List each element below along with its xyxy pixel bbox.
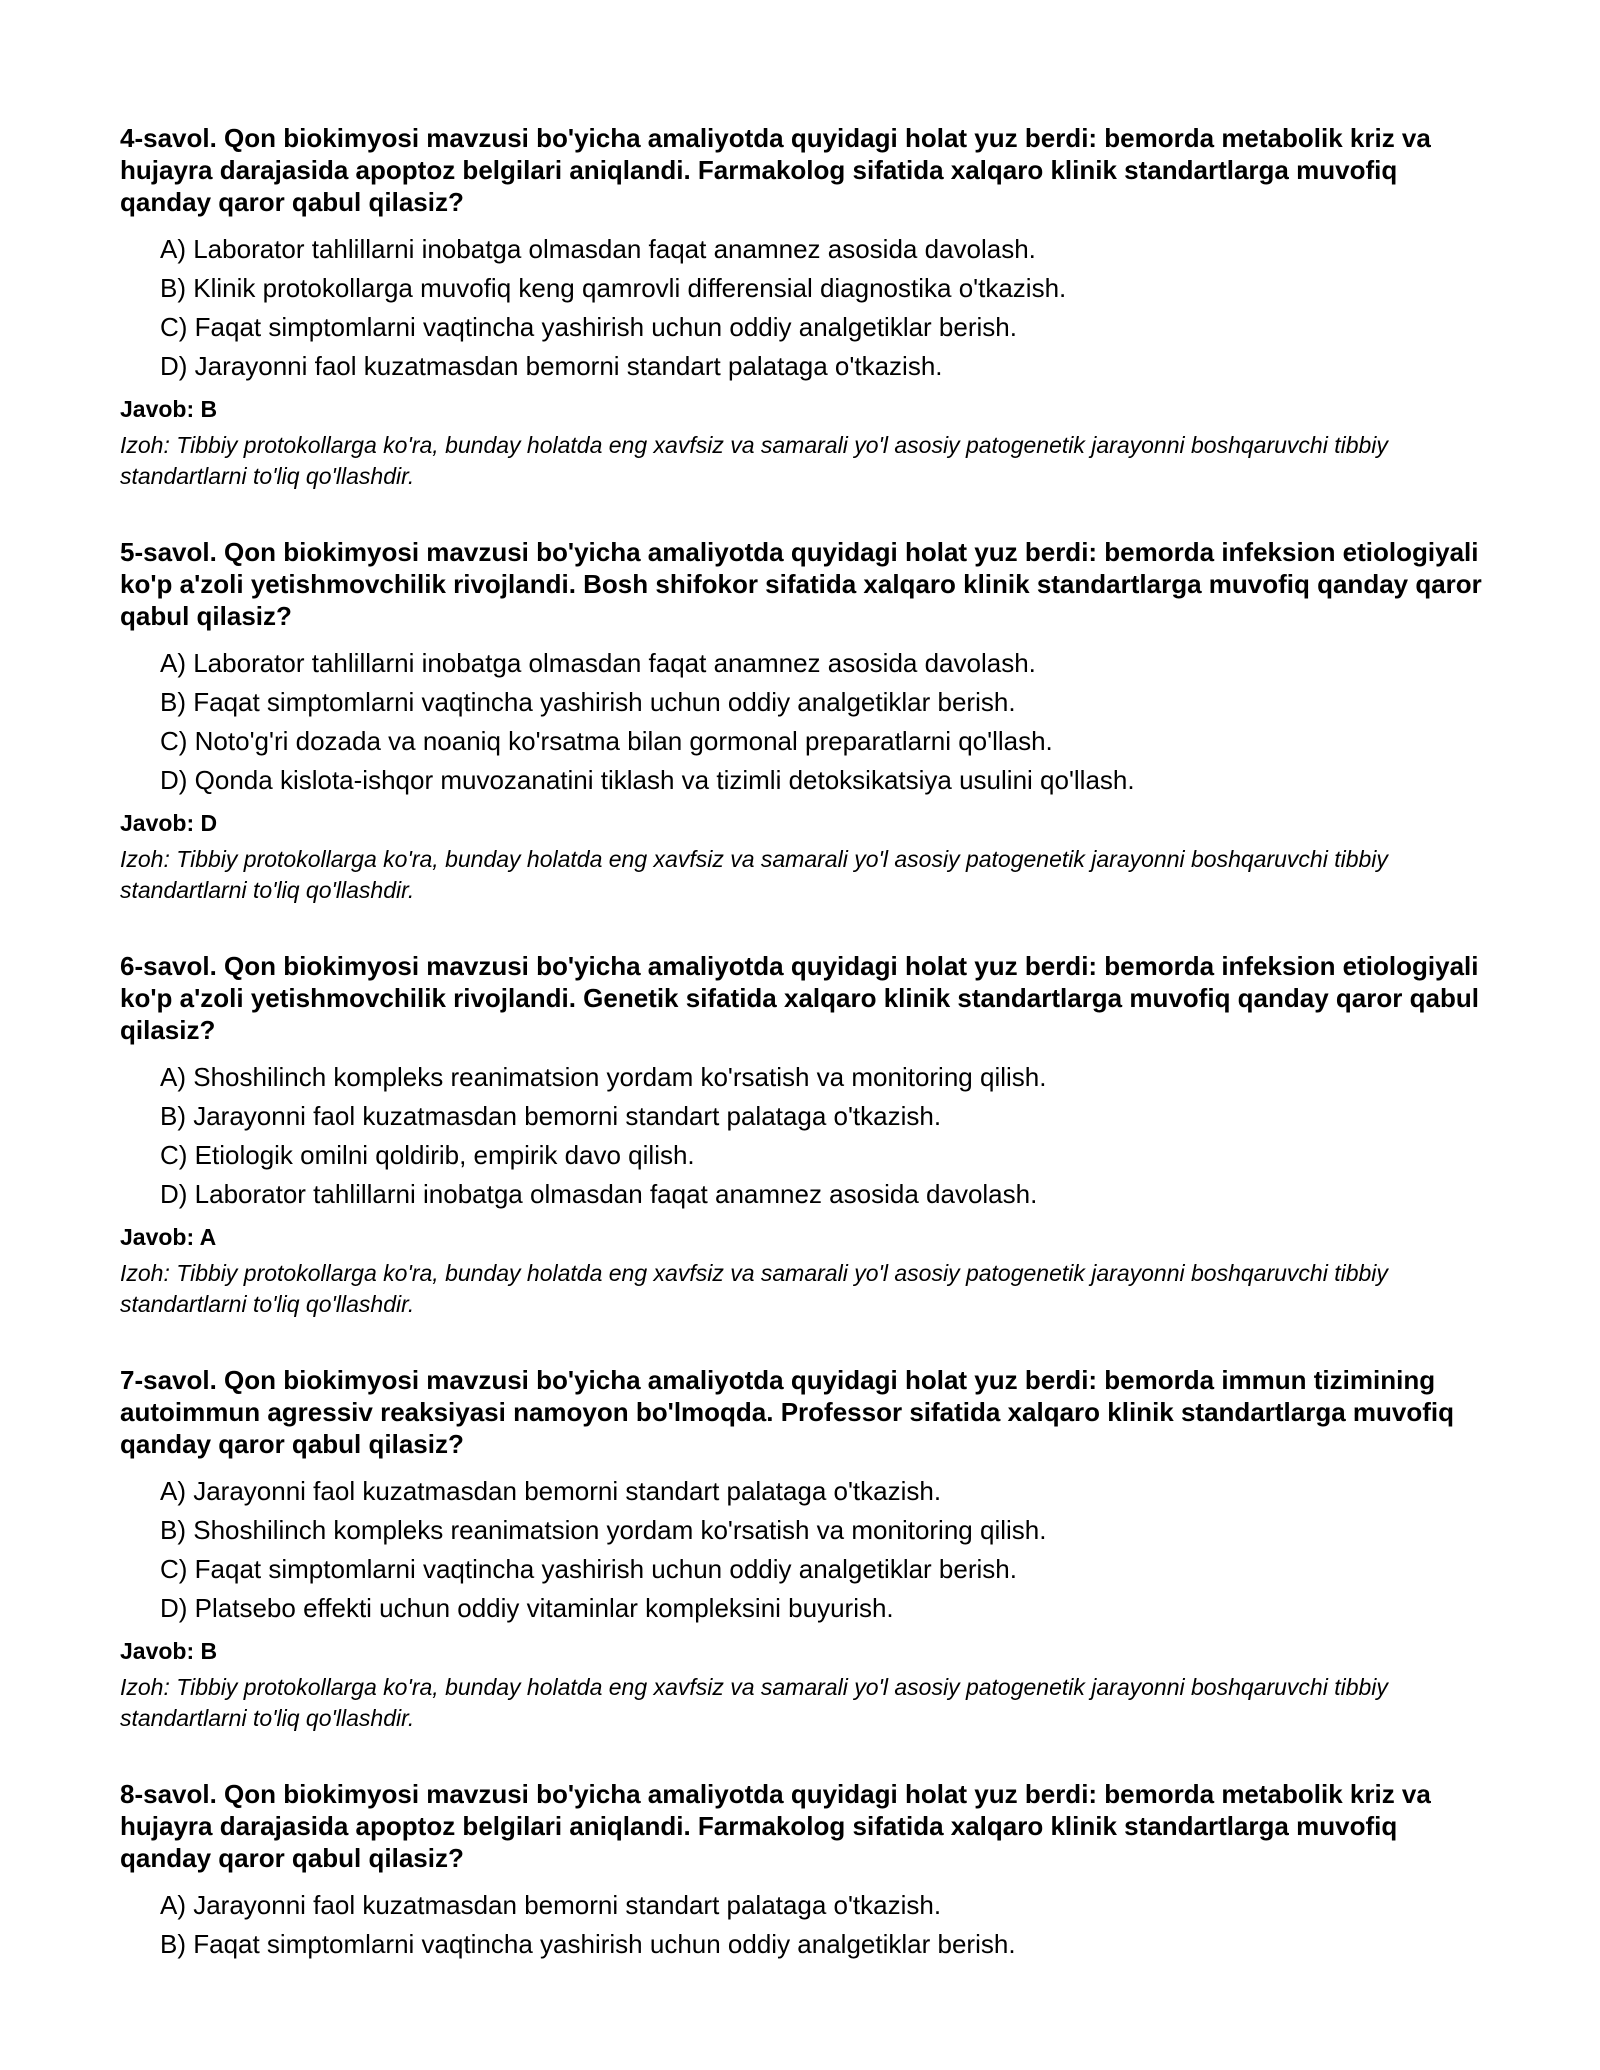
option-a: A) Shoshilinch kompleks reanimatsion yordam ko'rsatish va monitoring qilish. — [160, 1062, 1047, 1092]
question-block-5 — [120, 536, 1490, 906]
option-b: B) Klinik protokollarga muvofiq keng qamrovli differensial diagnostika o'tkazish. — [160, 273, 1067, 303]
option-a: A) Jarayonni faol kuzatmasdan bemorni standart palataga o'tkazish. — [160, 1890, 942, 1920]
option-b: B) Faqat simptomlarni vaqtincha yashirish uchun oddiy analgetiklar berish. — [160, 687, 1016, 717]
question-heading: 7-savol. Qon biokimyosi mavzusi bo'yicha amaliyotda quyidagi holat yuz berdi: bemorda immun tizimining autoimmun agressiv reaksiyasi namoyon bo'lmoqda. Professor sifatida xalqaro klinik standartlarga muvofiq qanday qaror qabul qilasiz? — [120, 1365, 1455, 1459]
option-b: B) Shoshilinch kompleks reanimatsion yordam ko'rsatish va monitoring qilish. — [160, 1515, 1047, 1545]
question-block-6 — [120, 950, 1490, 1320]
options-list — [120, 230, 1490, 386]
explanation-note: Izoh: Tibbiy protokollarga ko'ra, bunday holatda eng xavfsiz va samarali yo'l asosiy patogenetik jarayonni boshqaruvchi tibbiy standartlarni to'liq qo'llashdir. — [120, 1674, 1388, 1731]
question-block-8 — [120, 1778, 1490, 1964]
option-c: C) Faqat simptomlarni vaqtincha yashirish uchun oddiy analgetiklar berish. — [160, 312, 1017, 342]
answer-label: Javob: D — [120, 810, 218, 836]
option-d: D) Qonda kislota-ishqor muvozanatini tiklash va tizimli detoksikatsiya usulini qo'llash. — [160, 765, 1135, 795]
answer-label: Javob: B — [120, 396, 218, 422]
option-b: B) Faqat simptomlarni vaqtincha yashirish uchun oddiy analgetiklar berish. — [160, 1929, 1016, 1959]
option-a: A) Laborator tahlillarni inobatga olmasdan faqat anamnez asosida davolash. — [160, 648, 1036, 678]
explanation-note: Izoh: Tibbiy protokollarga ko'ra, bunday holatda eng xavfsiz va samarali yo'l asosiy patogenetik jarayonni boshqaruvchi tibbiy standartlarni to'liq qo'llashdir. — [120, 846, 1388, 903]
options-list — [120, 644, 1490, 800]
explanation-note: Izoh: Tibbiy protokollarga ko'ra, bunday holatda eng xavfsiz va samarali yo'l asosiy patogenetik jarayonni boshqaruvchi tibbiy standartlarni to'liq qo'llashdir. — [120, 432, 1388, 489]
option-d: D) Laborator tahlillarni inobatga olmasdan faqat anamnez asosida davolash. — [160, 1179, 1038, 1209]
question-block-4 — [120, 122, 1490, 492]
question-heading: 5-savol. Qon biokimyosi mavzusi bo'yicha amaliyotda quyidagi holat yuz berdi: bemorda infeksion etiologiyali ko'p a'zoli yetishmovchilik rivojlandi. Bosh shifokor sifatida xalqaro klinik standartlarga muvofiq qanday qaror qabul qilasiz? — [120, 537, 1482, 631]
options-list — [120, 1058, 1490, 1214]
question-block-7 — [120, 1364, 1490, 1734]
options-list — [120, 1886, 1490, 1964]
answer-label: Javob: B — [120, 1638, 218, 1664]
question-heading: 8-savol. Qon biokimyosi mavzusi bo'yicha amaliyotda quyidagi holat yuz berdi: bemorda metabolik kriz va hujayra darajasida apoptoz belgilari aniqlandi. Farmakolog sifatida xalqaro klinik standartlarga muvofiq qanday qaror qabul qilasiz? — [120, 1779, 1431, 1873]
explanation-note: Izoh: Tibbiy protokollarga ko'ra, bunday holatda eng xavfsiz va samarali yo'l asosiy patogenetik jarayonni boshqaruvchi tibbiy standartlarni to'liq qo'llashdir. — [120, 1260, 1388, 1317]
option-d: D) Platsebo effekti uchun oddiy vitaminlar kompleksini buyurish. — [160, 1593, 894, 1623]
question-heading: 4-savol. Qon biokimyosi mavzusi bo'yicha amaliyotda quyidagi holat yuz berdi: bemorda metabolik kriz va hujayra darajasida apoptoz belgilari aniqlandi. Farmakolog sifatida xalqaro klinik standartlarga muvofiq qanday qaror qabul qilasiz? — [120, 123, 1431, 217]
option-c: C) Noto'g'ri dozada va noaniq ko'rsatma bilan gormonal preparatlarni qo'llash. — [160, 726, 1053, 756]
option-a: A) Laborator tahlillarni inobatga olmasdan faqat anamnez asosida davolash. — [160, 234, 1036, 264]
option-b: B) Jarayonni faol kuzatmasdan bemorni standart palataga o'tkazish. — [160, 1101, 942, 1131]
document-page — [120, 122, 1490, 2008]
option-d: D) Jarayonni faol kuzatmasdan bemorni standart palataga o'tkazish. — [160, 351, 943, 381]
option-c: C) Etiologik omilni qoldirib, empirik davo qilish. — [160, 1140, 695, 1170]
option-c: C) Faqat simptomlarni vaqtincha yashirish uchun oddiy analgetiklar berish. — [160, 1554, 1017, 1584]
options-list — [120, 1472, 1490, 1628]
question-heading: 6-savol. Qon biokimyosi mavzusi bo'yicha amaliyotda quyidagi holat yuz berdi: bemorda infeksion etiologiyali ko'p a'zoli yetishmovchilik rivojlandi. Genetik sifatida xalqaro klinik standartlarga muvofiq qanday qaror qabul qilasiz? — [120, 951, 1479, 1045]
option-a: A) Jarayonni faol kuzatmasdan bemorni standart palataga o'tkazish. — [160, 1476, 942, 1506]
answer-label: Javob: A — [120, 1224, 217, 1250]
